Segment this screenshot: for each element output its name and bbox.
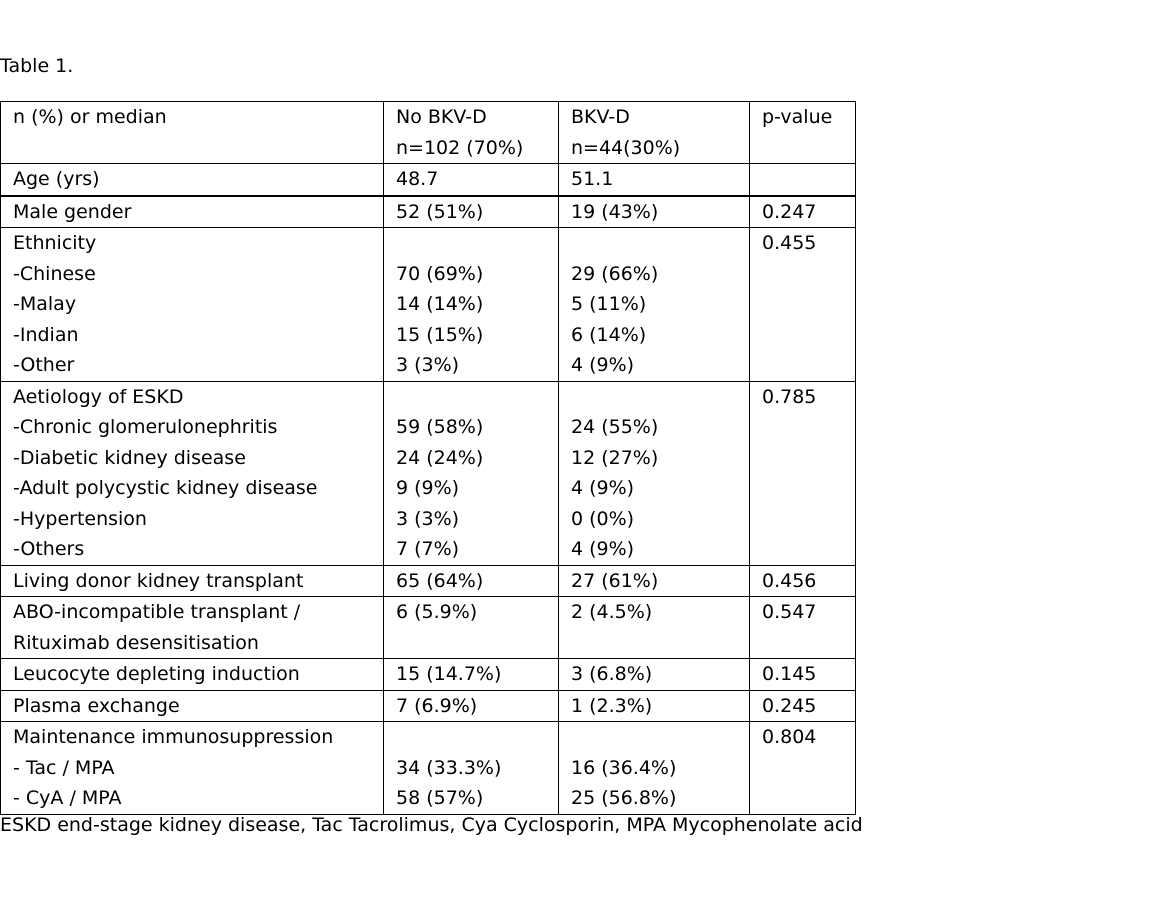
cell-line: 27 (61%) bbox=[571, 569, 659, 592]
cell-line: 34 (33.3%) bbox=[396, 756, 502, 779]
cell-line: 14 (14%) bbox=[396, 293, 484, 315]
label-cell bbox=[1, 565, 384, 597]
bkvd-cell bbox=[559, 659, 750, 691]
no-bkvd-cell bbox=[384, 722, 559, 815]
label-cell bbox=[1, 659, 384, 691]
cell-line: -Adult polycystic kidney disease bbox=[13, 477, 318, 499]
cell-line: -Malay bbox=[13, 293, 77, 315]
no-bkvd-cell bbox=[384, 565, 559, 597]
p-value-cell bbox=[750, 565, 856, 597]
cell-line bbox=[762, 164, 855, 195]
cell-line: 51.1 bbox=[571, 168, 614, 190]
cell-line: 19 (43%) bbox=[571, 200, 659, 223]
header-cell-no-bkvd: No BKV-D n=102 (70%) bbox=[384, 102, 559, 164]
p-value-cell bbox=[750, 597, 856, 659]
table-row bbox=[1, 565, 856, 597]
cell-line: 4 (9%) bbox=[571, 477, 635, 499]
cell-line: Leucocyte depleting induction bbox=[13, 663, 300, 685]
cell-line: 0.455 bbox=[762, 232, 817, 254]
cell-line bbox=[571, 382, 749, 413]
table-row bbox=[1, 381, 856, 565]
p-value-cell bbox=[750, 690, 856, 722]
no-bkvd-cell bbox=[384, 228, 559, 382]
cell-line: 12 (27%) bbox=[571, 446, 659, 469]
cell-line: 2 (4.5%) bbox=[571, 601, 653, 623]
bkvd-cell bbox=[559, 597, 750, 659]
p-value-cell bbox=[750, 722, 856, 815]
table-row bbox=[1, 659, 856, 691]
cell-line: 25 (56.8%) bbox=[571, 787, 677, 809]
cell-line: 6 (5.9%) bbox=[396, 601, 478, 623]
table-row bbox=[1, 164, 856, 196]
cell-line: -Diabetic kidney disease bbox=[13, 446, 246, 469]
table-row bbox=[1, 722, 856, 815]
cell-line: 6 (14%) bbox=[571, 323, 647, 346]
cell-line: 65 (64%) bbox=[396, 569, 484, 592]
no-bkvd-cell bbox=[384, 659, 559, 691]
cell-line: 3 (3%) bbox=[396, 507, 460, 530]
no-bkvd-cell bbox=[384, 381, 559, 565]
label-cell bbox=[1, 228, 384, 382]
cell-line: 52 (51%) bbox=[396, 200, 484, 223]
cell-line: - Tac / MPA bbox=[13, 756, 115, 779]
bkvd-cell bbox=[559, 196, 750, 228]
bkvd-cell bbox=[559, 228, 750, 382]
cell-line: 48.7 bbox=[396, 168, 439, 190]
cell-line: 15 (15%) bbox=[396, 323, 484, 346]
label-cell bbox=[1, 597, 384, 659]
cell-line: 24 (24%) bbox=[396, 446, 484, 469]
cell-line: 0.456 bbox=[762, 569, 817, 592]
cell-line: 24 (55%) bbox=[571, 416, 659, 438]
cell-line bbox=[396, 722, 558, 753]
table-row bbox=[1, 597, 856, 659]
table-row bbox=[1, 690, 856, 722]
cell-line: 0.247 bbox=[762, 200, 817, 223]
cell-line: Plasma exchange bbox=[13, 694, 180, 717]
cell-line: 0.145 bbox=[762, 663, 817, 685]
cell-line: 5 (11%) bbox=[571, 293, 647, 315]
cell-line: 0.804 bbox=[762, 726, 817, 748]
bkvd-cell bbox=[559, 164, 750, 196]
cell-line: Living donor kidney transplant bbox=[13, 569, 304, 592]
cell-line: -Chronic glomerulonephritis bbox=[13, 416, 278, 438]
no-bkvd-cell bbox=[384, 597, 559, 659]
p-value-cell bbox=[750, 196, 856, 228]
cell-line: - CyA / MPA bbox=[13, 787, 122, 809]
label-cell bbox=[1, 196, 384, 228]
label-cell bbox=[1, 164, 384, 196]
cell-line: 4 (9%) bbox=[571, 538, 635, 560]
cell-line: 0.245 bbox=[762, 694, 817, 717]
cell-line: -Other bbox=[13, 354, 75, 376]
label-cell bbox=[1, 722, 384, 815]
cell-line bbox=[571, 228, 749, 259]
cell-line: Aetiology of ESKD bbox=[13, 385, 184, 408]
cell-line: 70 (69%) bbox=[396, 262, 484, 285]
cell-line: ABO-incompatible transplant / bbox=[13, 601, 301, 623]
label-cell bbox=[1, 381, 384, 565]
bkvd-cell bbox=[559, 381, 750, 565]
cell-line: 59 (58%) bbox=[396, 416, 484, 438]
cell-line: -Chinese bbox=[13, 262, 96, 285]
cell-line: Male gender bbox=[13, 200, 132, 223]
p-value-cell bbox=[750, 381, 856, 565]
table-footnote: ESKD end-stage kidney disease, Tac Tacrolimus, Cya Cyclosporin, MPA Mycophenolate acid bbox=[0, 814, 863, 836]
no-bkvd-cell bbox=[384, 164, 559, 196]
cell-line: 4 (9%) bbox=[571, 354, 635, 376]
bkvd-cell bbox=[559, 722, 750, 815]
header-row bbox=[1, 102, 856, 164]
cell-line bbox=[571, 722, 749, 753]
data-table bbox=[0, 101, 856, 815]
cell-line: 3 (3%) bbox=[396, 354, 460, 376]
cell-line: 16 (36.4%) bbox=[571, 756, 677, 779]
label-cell bbox=[1, 690, 384, 722]
cell-line bbox=[396, 228, 558, 259]
table-row bbox=[1, 196, 856, 228]
cell-line: Maintenance immunosuppression bbox=[13, 726, 334, 748]
header-cell-label: n (%) or median bbox=[1, 102, 384, 164]
cell-line: 58 (57%) bbox=[396, 787, 484, 809]
cell-line: 0.785 bbox=[762, 385, 817, 408]
table-caption: Table 1. bbox=[0, 55, 74, 77]
cell-line: 3 (6.8%) bbox=[571, 663, 653, 685]
cell-line: 7 (7%) bbox=[396, 538, 460, 560]
p-value-cell bbox=[750, 659, 856, 691]
cell-line bbox=[396, 382, 558, 413]
p-value-cell bbox=[750, 164, 856, 196]
bkvd-cell bbox=[559, 690, 750, 722]
p-value-cell bbox=[750, 228, 856, 382]
cell-line: 0 (0%) bbox=[571, 507, 635, 530]
cell-line: -Hypertension bbox=[13, 507, 147, 530]
table-body bbox=[1, 164, 856, 815]
no-bkvd-cell bbox=[384, 196, 559, 228]
no-bkvd-cell bbox=[384, 690, 559, 722]
cell-line: Age (yrs) bbox=[13, 168, 100, 190]
cell-line: Ethnicity bbox=[13, 232, 97, 254]
cell-line: 1 (2.3%) bbox=[571, 694, 653, 717]
cell-line: 7 (6.9%) bbox=[396, 694, 478, 717]
bkvd-cell bbox=[559, 565, 750, 597]
table-row bbox=[1, 228, 856, 382]
cell-line: 15 (14.7%) bbox=[396, 663, 502, 685]
cell-line: -Indian bbox=[13, 323, 79, 346]
cell-line: 0.547 bbox=[762, 601, 817, 623]
cell-line: 9 (9%) bbox=[396, 477, 460, 499]
header-cell-p-value: p-value bbox=[750, 102, 856, 164]
header-cell-bkvd: BKV-D n=44(30%) bbox=[559, 102, 750, 164]
cell-line: 29 (66%) bbox=[571, 262, 659, 285]
cell-line: -Others bbox=[13, 538, 85, 560]
cell-line: Rituximab desensitisation bbox=[13, 631, 259, 654]
